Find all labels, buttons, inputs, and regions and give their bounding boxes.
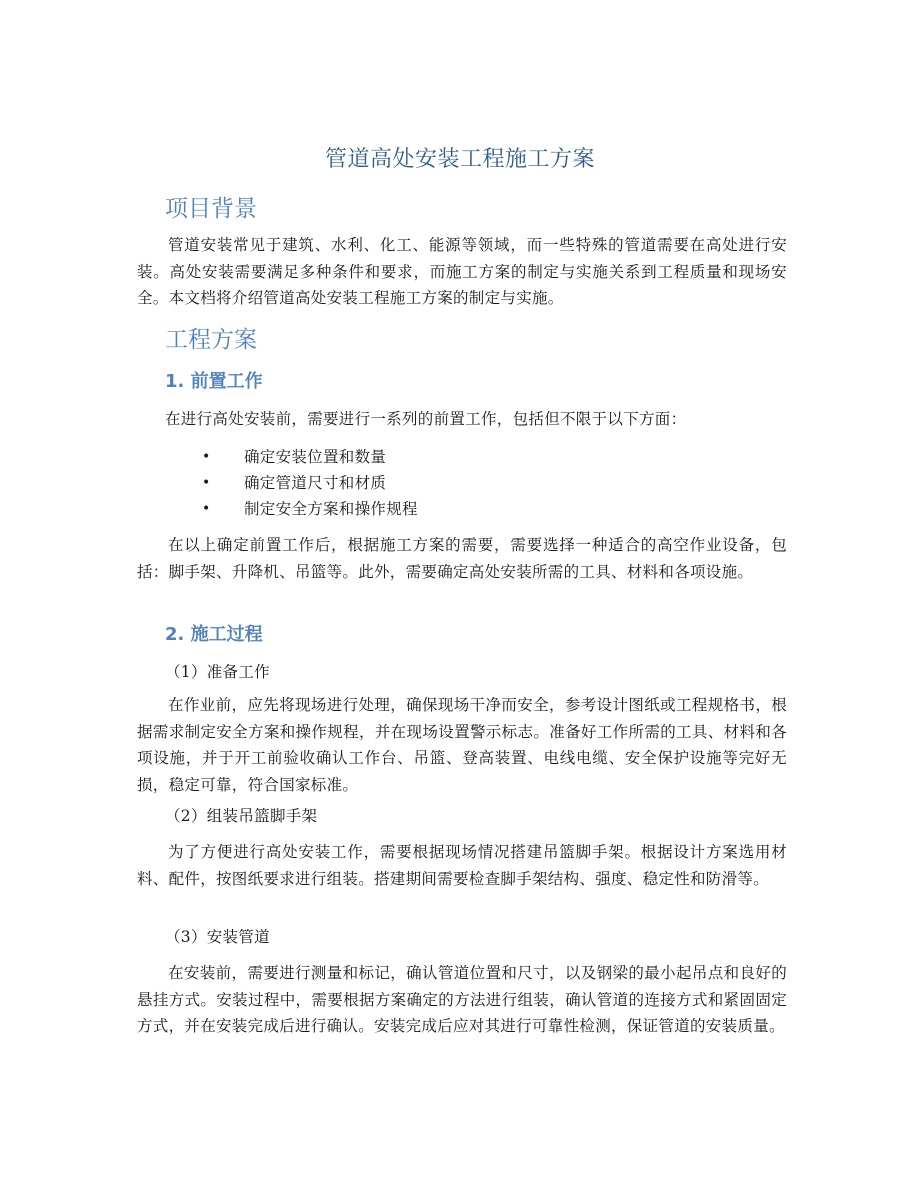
heading-project-background: 项目背景 [165,196,257,222]
prework-bullet-list [200,444,418,522]
prework-intro: 在进行高处安装前，需要进行一系列的前置工作，包括但不限于以下方面： [165,410,687,428]
bullet-icon: • [202,501,211,517]
heading-engineering-plan: 工程方案 [165,327,257,353]
document-title: 管道高处安装工程施工方案 [324,147,595,172]
list-item [200,496,418,522]
heading-prework: 1. 前置工作 [165,371,263,392]
step-label-prepare: （1）准备工作 [165,663,270,681]
list-item [200,444,418,470]
bullet-icon: • [202,475,211,491]
list-item [200,470,418,496]
list-item-text: 确定安装位置和数量 [244,448,387,466]
step-label-scaffold: （2）组装吊篮脚手架 [165,807,318,825]
list-item-text: 制定安全方案和操作规程 [244,500,418,518]
list-item-text: 确定管道尺寸和材质 [244,474,387,492]
paragraph-background: 管道安装常见于建筑、水利、化工、能源等领域，而一些特殊的管道需要在高处进行安装。高处安装需要满足多种条件和要求，而施工方案的制定与实施关系到工程质量和现场安全。本文档将介绍管道高处安装工程施工方案的制定与实施。 [137,236,787,307]
paragraph-step-prepare: 在作业前，应先将现场进行处理，确保现场干净而安全，参考设计图纸或工程规格书，根据需求制定安全方案和操作规程，并在现场设置警示标志。准备好工作所需的工具、材料和各项设施，并于开工前验收确认工作台、吊篮、登高装置、电线电缆、安全保护设施等完好无损，稳定可靠，符合国家标准。 [137,696,787,794]
paragraph-step-scaffold: 为了方便进行高处安装工作，需要根据现场情况搭建吊篮脚手架。根据设计方案选用材料、配件，按图纸要求进行组装。搭建期间需要检查脚手架结构、强度、稳定性和防滑等。 [137,843,787,888]
paragraph-step-install: 在安装前，需要进行测量和标记，确认管道位置和尺寸，以及钢梁的最小起吊点和良好的悬挂方式。安装过程中，需要根据方案确定的方法进行组装，确认管道的连接方式和紧固固定方式，并在安装完成后进行确认。安装完成后应对其进行可靠性检测，保证管道的安装质量。 [137,964,787,1035]
paragraph-prework-after: 在以上确定前置工作后，根据施工方案的需要，需要选择一种适合的高空作业设备，包括：脚手架、升降机、吊篮等。此外，需要确定高处安装所需的工具、材料和各项设施。 [137,536,787,581]
heading-process: 2. 施工过程 [165,624,263,645]
bullet-icon: • [202,449,211,465]
step-label-install: （3）安装管道 [165,928,270,946]
